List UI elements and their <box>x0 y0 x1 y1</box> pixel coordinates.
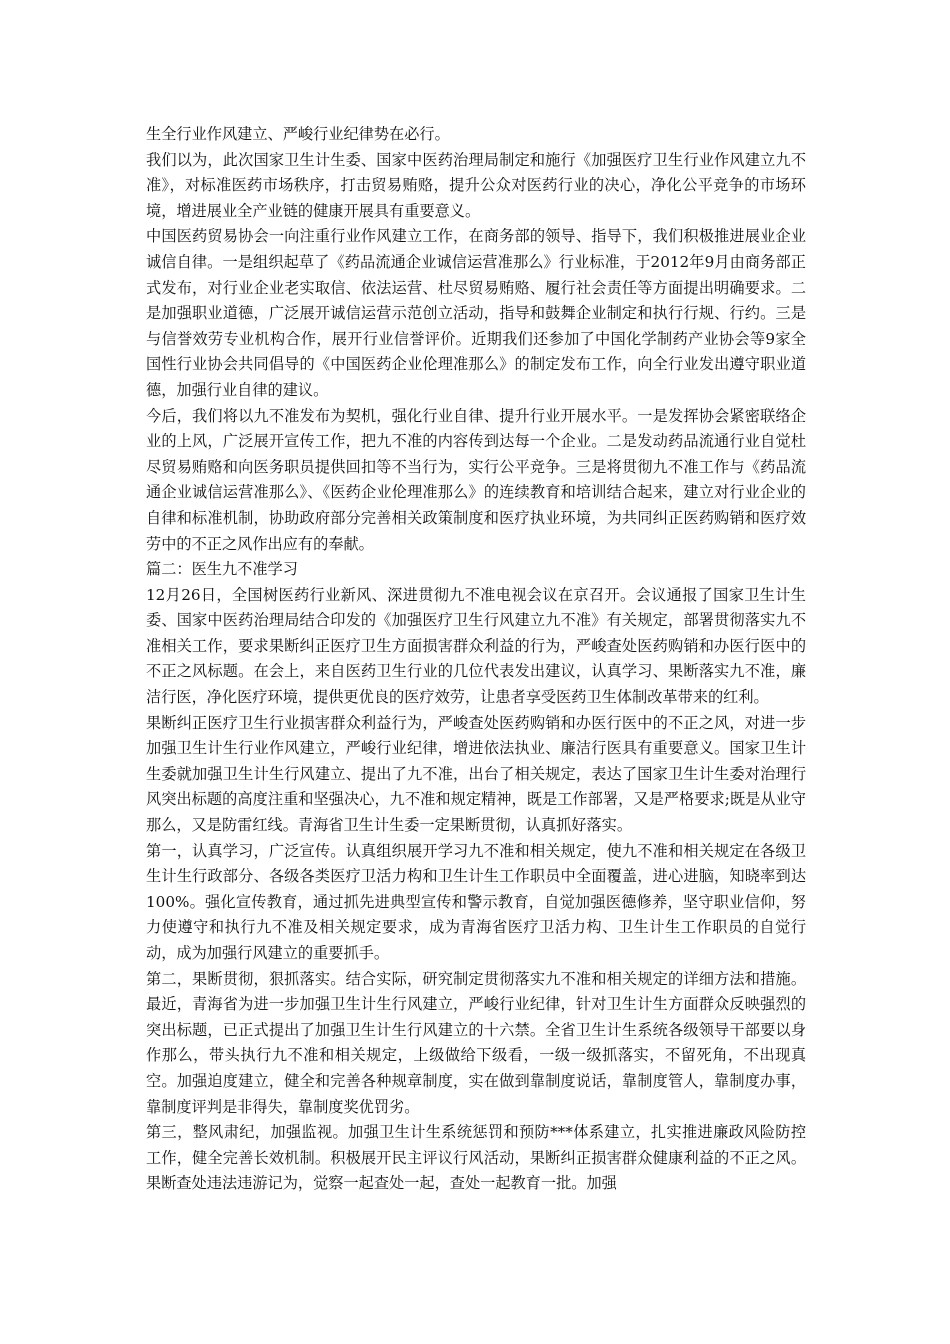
document-body <box>146 122 806 1197</box>
paragraph: 果断纠正医疗卫生行业损害群众利益行为，严峻查处医药购销和办医行医中的不正之风，对进一步加强卫生计生行业作风建立，严峻行业纪律，增进依法执业、廉洁行医具有重要意义。国家卫生计生委就加强卫生计生行风建立、提出了九不准，出台了相关规定，表达了国家卫生计生委对治理行风突出标题的高度注重和坚强决心，九不准和规定精神，既是工作部署，又是严格要求;既是从业守那么，又是防雷红线。青海省卫生计生委一定果断贯彻，认真抓好落实。 <box>146 713 806 835</box>
paragraph: 12月26日，全国树医药行业新风、深进贯彻九不准电视会议在京召开。会议通报了国家卫生计生委、国家中医药治理局结合印发的《加强医疗卫生行风建立九不准》有关规定，部署贯彻落实九不准相关工作，要求果断纠正医疗卫生方面损害群众利益的行为，严峻查处医药购销和办医行医中的不正之风标题。在会上，来自医药卫生行业的几位代表发出建议，认真学习、果断落实九不准，廉洁行医，净化医疗环境，提供更优良的医疗效劳，让患者享受医药卫生体制改革带来的红利。 <box>146 585 806 707</box>
paragraph: 第三，整风肃纪，加强监视。加强卫生计生系统惩罚和预防***体系建立，扎实推进廉政风险防控工作，健全完善长效机制。积极展开民主评议行风活动，果断纠正损害群众健康利益的不正之风。果断查处违法违游记为，觉察一起查处一起，查处一起教育一批。加强 <box>146 1123 806 1193</box>
paragraph: 第一，认真学习，广泛宣传。认真组织展开学习九不准和相关规定，使九不准和相关规定在各级卫生计生行政部分、各级各类医疗卫活力构和卫生计生工作职员中全面覆盖，进心进脑，知晓率到达100%。强化宣传教育，通过抓先进典型宣传和警示教育，自觉加强医德修养，坚守职业信仰，努力使遵守和执行九不准及相关规定要求，成为青海省医疗卫活力构、卫生计生工作职员的自觉行动，成为加强行风建立的重要抓手。 <box>146 841 806 962</box>
paragraph: 中国医药贸易协会一向注重行业作风建立工作，在商务部的领导、指导下，我们积极推进展业企业诚信自律。一是组织起草了《药品流通企业诚信运营准那么》行业标准，于2012年9月由商务部正式发布，对行业企业老实取信、依法运营、杜尽贸易贿赂、履行社会责任等方面提出明确要求。二是加强职业道德，广泛展开诚信运营示范创立活动，指导和鼓舞企业制定和执行行规、行约。三是与信誉效劳专业机构合作，展开行业信誉评价。近期我们还参加了中国化学制药产业协会等9家全国性行业协会共同倡导的《中国医药企业伦理准那么》的制定发布工作，向全行业发出遵守职业道德，加强行业自律的建议。 <box>146 227 806 399</box>
paragraph: 我们以为，此次国家卫生计生委、国家中医药治理局制定和施行《加强医疗卫生行业作风建立九不准》，对标准医药市场秩序，打击贸易贿赂，提升公众对医药行业的决心，净化公平竞争的市场环境，增进展业全产业链的健康开展具有重要意义。 <box>146 150 806 220</box>
paragraph: 今后，我们将以九不准发布为契机，强化行业自律、提升行业开展水平。一是发挥协会紧密联络企业的上风，广泛展开宣传工作，把九不准的内容传到达每一个企业。二是发动药品流通行业自觉杜尽贸易贿赂和向医务职员提供回扣等不当行为，实行公平竞争。三是将贯彻九不准工作与《药品流通企业诚信运营准那么》、《医药企业伦理准那么》的连续教育和培训结合起来，建立对行业企业的自律和标准机制，协助政府部分完善相关政策制度和医疗执业环境，为共同纠正医药购销和医疗效劳中的不正之风作出应有的奉献。 <box>146 406 806 553</box>
paragraph: 生全行业作风建立、严峻行业纪律势在必行。 <box>146 125 450 143</box>
paragraph: 第二，果断贯彻，狠抓落实。结合实际，研究制定贯彻落实九不准和相关规定的详细方法和措施。最近，青海省为进一步加强卫生计生行风建立，严峻行业纪律，针对卫生计生方面群众反映强烈的突出标题，已正式提出了加强卫生计生行风建立的十六禁。全省卫生计生系统各级领导干部要以身作那么，带头执行九不准和相关规定，上级做给下级看，一级一级抓落实，不留死角，不出现真空。加强迫度建立，健全和完善各种规章制度，实在做到靠制度说话，靠制度管人，靠制度办事，靠制度评判是非得失，靠制度奖优罚劣。 <box>146 969 806 1116</box>
section-heading: 篇二：医生九不准学习 <box>146 560 298 579</box>
